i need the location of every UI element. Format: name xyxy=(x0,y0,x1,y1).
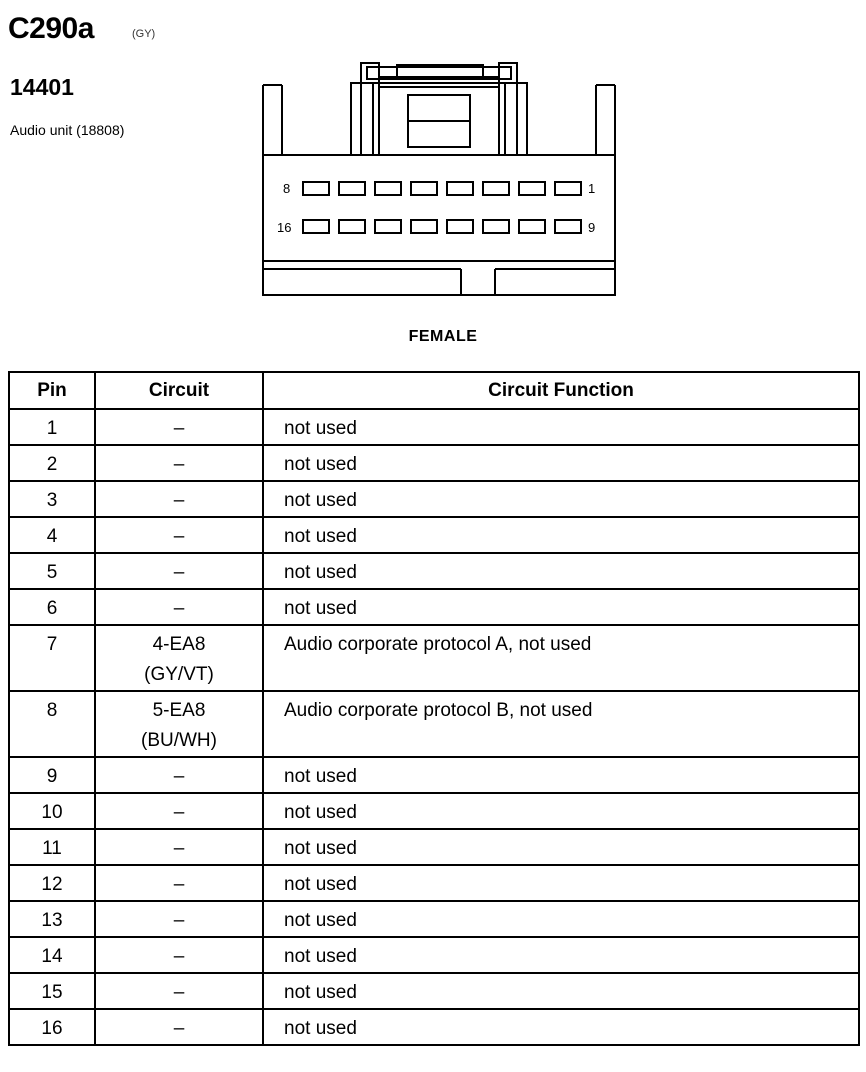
circuit-number: – xyxy=(173,418,185,439)
pin-number: 15 xyxy=(9,973,95,1009)
table-row xyxy=(9,901,859,937)
connector-id: C290a xyxy=(8,12,94,45)
circuit-number: – xyxy=(173,874,185,895)
circuit-function: not used xyxy=(263,901,859,937)
connector-color: (GY) xyxy=(132,28,156,40)
table-row xyxy=(9,691,859,757)
pin-number: 1 xyxy=(9,409,95,445)
table-row xyxy=(9,757,859,793)
circuit-function: not used xyxy=(263,517,859,553)
pin-number: 14 xyxy=(9,937,95,973)
table-row xyxy=(9,865,859,901)
pin-cavity-10 xyxy=(519,220,545,233)
pin-cavity-5 xyxy=(411,182,437,195)
cavity-row-top xyxy=(303,182,581,195)
table-row xyxy=(9,937,859,973)
pin-number: 4 xyxy=(9,517,95,553)
circuit-cell xyxy=(95,517,263,553)
pin-cavity-16 xyxy=(303,220,329,233)
circuit-cell xyxy=(95,793,263,829)
pin-label-16: 16 xyxy=(277,220,292,235)
circuit-number: 5-EA8 xyxy=(152,700,206,721)
circuit-function: not used xyxy=(263,865,859,901)
circuit-function: not used xyxy=(263,409,859,445)
circuit-number: – xyxy=(173,562,185,583)
pin-number: 11 xyxy=(9,829,95,865)
table-row xyxy=(9,1009,859,1045)
pin-cavity-13 xyxy=(411,220,437,233)
table-header-row xyxy=(9,372,859,409)
circuit-cell xyxy=(95,625,263,691)
pin-number: 13 xyxy=(9,901,95,937)
pin-number: 3 xyxy=(9,481,95,517)
circuit-cell xyxy=(95,757,263,793)
circuit-number: – xyxy=(173,910,185,931)
part-number: 14401 xyxy=(10,74,74,100)
pin-label-9: 9 xyxy=(588,220,596,235)
pin-cavity-12 xyxy=(447,220,473,233)
circuit-cell xyxy=(95,865,263,901)
pin-cavity-15 xyxy=(339,220,365,233)
pin-cavity-7 xyxy=(339,182,365,195)
connector-housing xyxy=(263,63,615,295)
circuit-function: not used xyxy=(263,589,859,625)
pin-number: 8 xyxy=(9,691,95,757)
pin-cavity-3 xyxy=(483,182,509,195)
table-row xyxy=(9,553,859,589)
circuit-number: – xyxy=(173,454,185,475)
header-circuit-function: Circuit Function xyxy=(263,372,859,409)
circuit-cell xyxy=(95,409,263,445)
header-circuit: Circuit xyxy=(95,372,263,409)
pin-number: 6 xyxy=(9,589,95,625)
pin-number: 9 xyxy=(9,757,95,793)
circuit-function: not used xyxy=(263,937,859,973)
pin-number: 16 xyxy=(9,1009,95,1045)
pin-label-8: 8 xyxy=(283,181,291,196)
pin-cavity-2 xyxy=(519,182,545,195)
circuit-function: not used xyxy=(263,445,859,481)
circuit-number: – xyxy=(173,1018,185,1039)
pin-cavity-8 xyxy=(303,182,329,195)
cavity-row-bottom xyxy=(303,220,581,233)
pin-cavity-14 xyxy=(375,220,401,233)
circuit-function: not used xyxy=(263,481,859,517)
connector-description: Audio unit (18808) xyxy=(10,122,125,138)
circuit-function: Audio corporate protocol A, not used xyxy=(263,625,859,691)
table-row xyxy=(9,445,859,481)
circuit-number: – xyxy=(173,490,185,511)
pin-cavity-9 xyxy=(555,220,581,233)
circuit-cell xyxy=(95,691,263,757)
circuit-cell xyxy=(95,901,263,937)
table-row xyxy=(9,625,859,691)
circuit-function: not used xyxy=(263,757,859,793)
circuit-cell xyxy=(95,481,263,517)
circuit-cell xyxy=(95,937,263,973)
circuit-number: – xyxy=(173,946,185,967)
circuit-number: 4-EA8 xyxy=(152,634,206,655)
circuit-wire-color: (GY/VT) xyxy=(144,664,214,685)
table-row xyxy=(9,829,859,865)
pin-cavity-11 xyxy=(483,220,509,233)
circuit-function: not used xyxy=(263,553,859,589)
circuit-number: – xyxy=(173,802,185,823)
circuit-number: – xyxy=(173,526,185,547)
circuit-cell xyxy=(95,973,263,1009)
pin-label-1: 1 xyxy=(588,181,596,196)
table-row xyxy=(9,973,859,1009)
circuit-cell xyxy=(95,589,263,625)
circuit-function: not used xyxy=(263,973,859,1009)
connector-face-diagram xyxy=(255,55,625,305)
connector-gender: FEMALE xyxy=(408,328,478,345)
circuit-cell xyxy=(95,445,263,481)
circuit-cell xyxy=(95,829,263,865)
circuit-function: not used xyxy=(263,793,859,829)
pin-cavity-4 xyxy=(447,182,473,195)
pin-number: 5 xyxy=(9,553,95,589)
pin-number: 2 xyxy=(9,445,95,481)
circuit-number: – xyxy=(173,982,185,1003)
table-row xyxy=(9,409,859,445)
header-pin: Pin xyxy=(9,372,95,409)
pin-cavity-1 xyxy=(555,182,581,195)
circuit-cell xyxy=(95,553,263,589)
table-row xyxy=(9,481,859,517)
circuit-number: – xyxy=(173,838,185,859)
table-row xyxy=(9,793,859,829)
circuit-number: – xyxy=(173,766,185,787)
pin-number: 7 xyxy=(9,625,95,691)
circuit-function: not used xyxy=(263,829,859,865)
pin-number: 12 xyxy=(9,865,95,901)
circuit-function: Audio corporate protocol B, not used xyxy=(263,691,859,757)
circuit-function: not used xyxy=(263,1009,859,1045)
table-row xyxy=(9,589,859,625)
pin-cavity-6 xyxy=(375,182,401,195)
circuit-number: – xyxy=(173,598,185,619)
pin-number: 10 xyxy=(9,793,95,829)
circuit-cell xyxy=(95,1009,263,1045)
circuit-wire-color: (BU/WH) xyxy=(141,730,217,751)
pinout-table xyxy=(8,371,860,1046)
table-row xyxy=(9,517,859,553)
